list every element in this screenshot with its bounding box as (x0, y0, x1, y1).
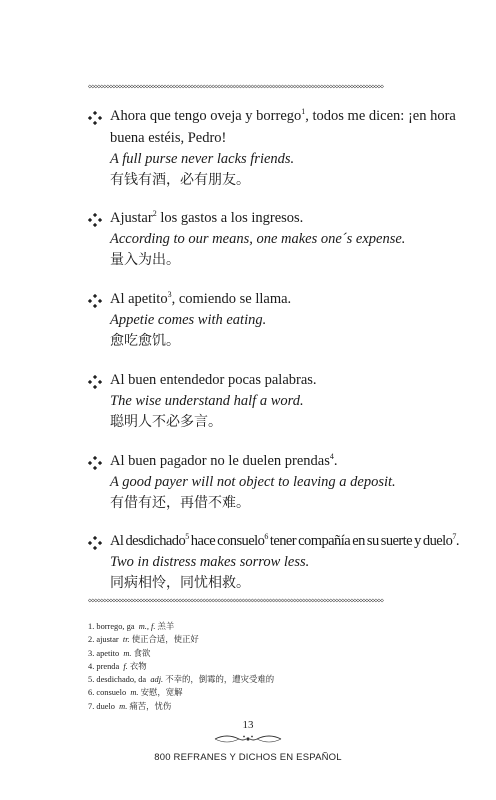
diamond-bullet-icon (88, 456, 102, 470)
footnote: 1. borrego, ga m., f. 羔羊 (88, 622, 175, 631)
top-divider: ◇◇◇◇◇◇◇◇◇◇◇◇◇◇◇◇◇◇◇◇◇◇◇◇◇◇◇◇◇◇◇◇◇◇◇◇◇◇◇◇◇◇◇◇◇◇◇◇◇◇◇◇◇◇◇◇◇◇◇◇◇◇◇◇◇◇◇◇◇◇◇◇◇◇◇◇◇◇◇◇◇◇◇◇◇◇◇◇◇◇◇◇◇◇◇◇◇◇ (88, 84, 384, 90)
chinese-translation: 愈吃愈饥。 (110, 333, 180, 349)
bottom-divider: ◇◇◇◇◇◇◇◇◇◇◇◇◇◇◇◇◇◇◇◇◇◇◇◇◇◇◇◇◇◇◇◇◇◇◇◇◇◇◇◇◇◇◇◇◇◇◇◇◇◇◇◇◇◇◇◇◇◇◇◇◇◇◇◇◇◇◇◇◇◇◇◇◇◇◇◇◇◇◇◇◇◇◇◇◇◇◇◇◇◇◇◇◇◇◇◇◇◇ (88, 598, 384, 604)
chinese-translation: 聪明人不必多言。 (110, 414, 222, 430)
diamond-bullet-icon (88, 213, 102, 227)
english-translation: A full purse never lacks friends. (110, 151, 295, 167)
english-translation: Appetie comes with eating. (110, 312, 267, 328)
footnote: 2. ajustar tr. 使正合适，使正好 (88, 635, 199, 645)
spanish-proverb: Ajustar$^2$ los gastos a los ingresos. (110, 209, 304, 226)
footnote-ref: 3 (167, 290, 172, 299)
spanish-proverb: Al desdichado$^5$ hace consuelo$^6$ tener compañía en su suerte y duelo$^7$. (110, 532, 459, 549)
spanish-proverb-continued: buena estéis, Pedro! (110, 130, 227, 146)
footnote: 3. apetito m. 食欲 (88, 648, 151, 658)
footnote: 5. desdichado, da adj. 不幸的，倒霉的，遭灾受难的 (88, 675, 275, 685)
footnote-ref: 5 (185, 532, 189, 541)
footnote-ref: 2 (152, 209, 157, 218)
spanish-proverb: Ahora que tengo oveja y borrego$^1$, todos me dicen: ¡en hora (110, 107, 456, 124)
chinese-translation: 量入为出。 (110, 252, 180, 268)
footnote: 6. consuelo m. 安慰，宽解 (88, 688, 183, 698)
spanish-proverb: Al apetito$^3$, comiendo se llama. (110, 290, 292, 307)
footnote-ref: 7 (452, 532, 456, 541)
chinese-translation: 有钱有酒，必有朋友。 (110, 172, 250, 188)
book-title-footer: 800 REFRANES Y DICHOS EN ESPAÑOL (154, 752, 342, 763)
spanish-proverb: Al buen pagador no le duelen prendas$^4$. (110, 452, 338, 469)
english-translation: The wise understand half a word. (110, 393, 304, 409)
diamond-bullet-icon (88, 375, 102, 389)
chinese-translation: 有借有还，再借不难。 (110, 495, 250, 511)
footnote: 4. prenda f. 衣物 (88, 661, 147, 671)
diamond-bullet-icon (88, 294, 102, 308)
flourish-ornament-icon (213, 732, 283, 746)
footnote: 7. duelo m. 痛苦，忧伤 (88, 701, 172, 711)
footnote-ref: 1 (301, 107, 306, 116)
chinese-translation: 同病相怜，同忧相救。 (110, 575, 250, 591)
english-translation: A good payer will not object to leaving a deposit. (110, 474, 396, 490)
english-translation: Two in distress makes sorrow less. (110, 554, 310, 570)
footnotes (88, 620, 428, 713)
footnote-ref: 4 (329, 452, 334, 461)
diamond-bullet-icon (88, 536, 102, 550)
page-number: 13 (242, 719, 254, 731)
diamond-bullet-icon (88, 111, 102, 125)
spanish-proverb: Al buen entendedor pocas palabras. (110, 372, 317, 388)
footnote-ref: 6 (264, 532, 268, 541)
english-translation: According to our means, one makes one´s expense. (110, 231, 406, 247)
